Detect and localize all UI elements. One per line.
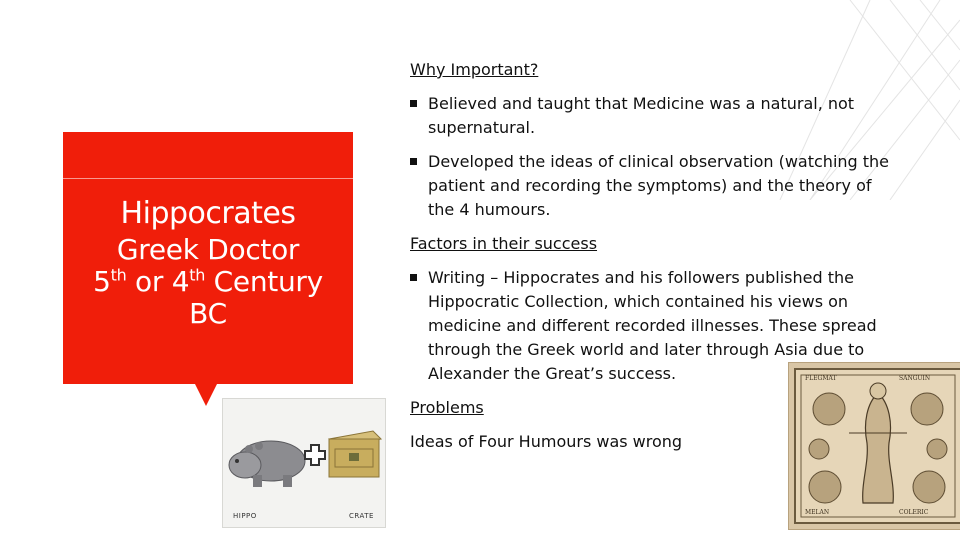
title-panel-band: [63, 132, 353, 179]
bullet-text: Developed the ideas of clinical observation (watching the patient and recording the symptoms) and the theory of the 4 humours.: [428, 152, 890, 219]
heading-why-important: Why Important?: [410, 60, 539, 79]
bullet-clinical-observation: [410, 150, 890, 222]
heading-factors: Factors in their success: [410, 234, 598, 253]
bullet-square-icon: [410, 100, 417, 107]
crate-caption: CRATE: [349, 512, 374, 520]
bullet-square-icon: [410, 274, 417, 281]
century-number-1: 5: [93, 265, 111, 298]
humours-label-bottom-left: MELAN: [805, 509, 830, 516]
slide-title: Hippocrates: [120, 196, 296, 231]
problems-text: Ideas of Four Humours was wrong: [410, 432, 683, 451]
humours-label-top-left: FLEGMAT: [805, 375, 837, 382]
hippo-caption: HIPPO: [233, 512, 257, 520]
century-number-2: 4: [171, 265, 190, 298]
century-suffix-2: th: [189, 265, 206, 285]
heading-problems: Problems: [410, 398, 484, 417]
bullet-natural-medicine: [410, 92, 890, 140]
subtitle-century: [63, 266, 353, 298]
century-or: or: [126, 265, 172, 298]
humours-label-top-right: SANGUIN: [899, 375, 931, 382]
hippo-crate-drawing: [223, 399, 385, 527]
century-suffix-1: th: [110, 265, 127, 285]
bullet-text: Writing – Hippocrates and his followers published the Hippocratic Collection, which contained his views on medicine and different recorded illnesses. These spread through the Greek world and later through Asia due to Alexander the Great’s success.: [428, 268, 877, 383]
subtitle-role: Greek Doctor: [116, 233, 300, 266]
bullet-square-icon: [410, 158, 417, 165]
title-panel: [63, 132, 353, 384]
hippo-crate-image: [222, 398, 386, 528]
slide-subtitle: [63, 234, 353, 330]
four-humours-drawing: [789, 363, 960, 529]
subtitle-era: BC: [189, 297, 227, 330]
title-panel-pointer: [195, 384, 217, 406]
four-humours-image: [788, 362, 960, 530]
bullet-text: Believed and taught that Medicine was a natural, not supernatural.: [428, 94, 855, 137]
humours-label-bottom-right: COLERIC: [899, 509, 929, 516]
century-word: Century: [205, 265, 323, 298]
